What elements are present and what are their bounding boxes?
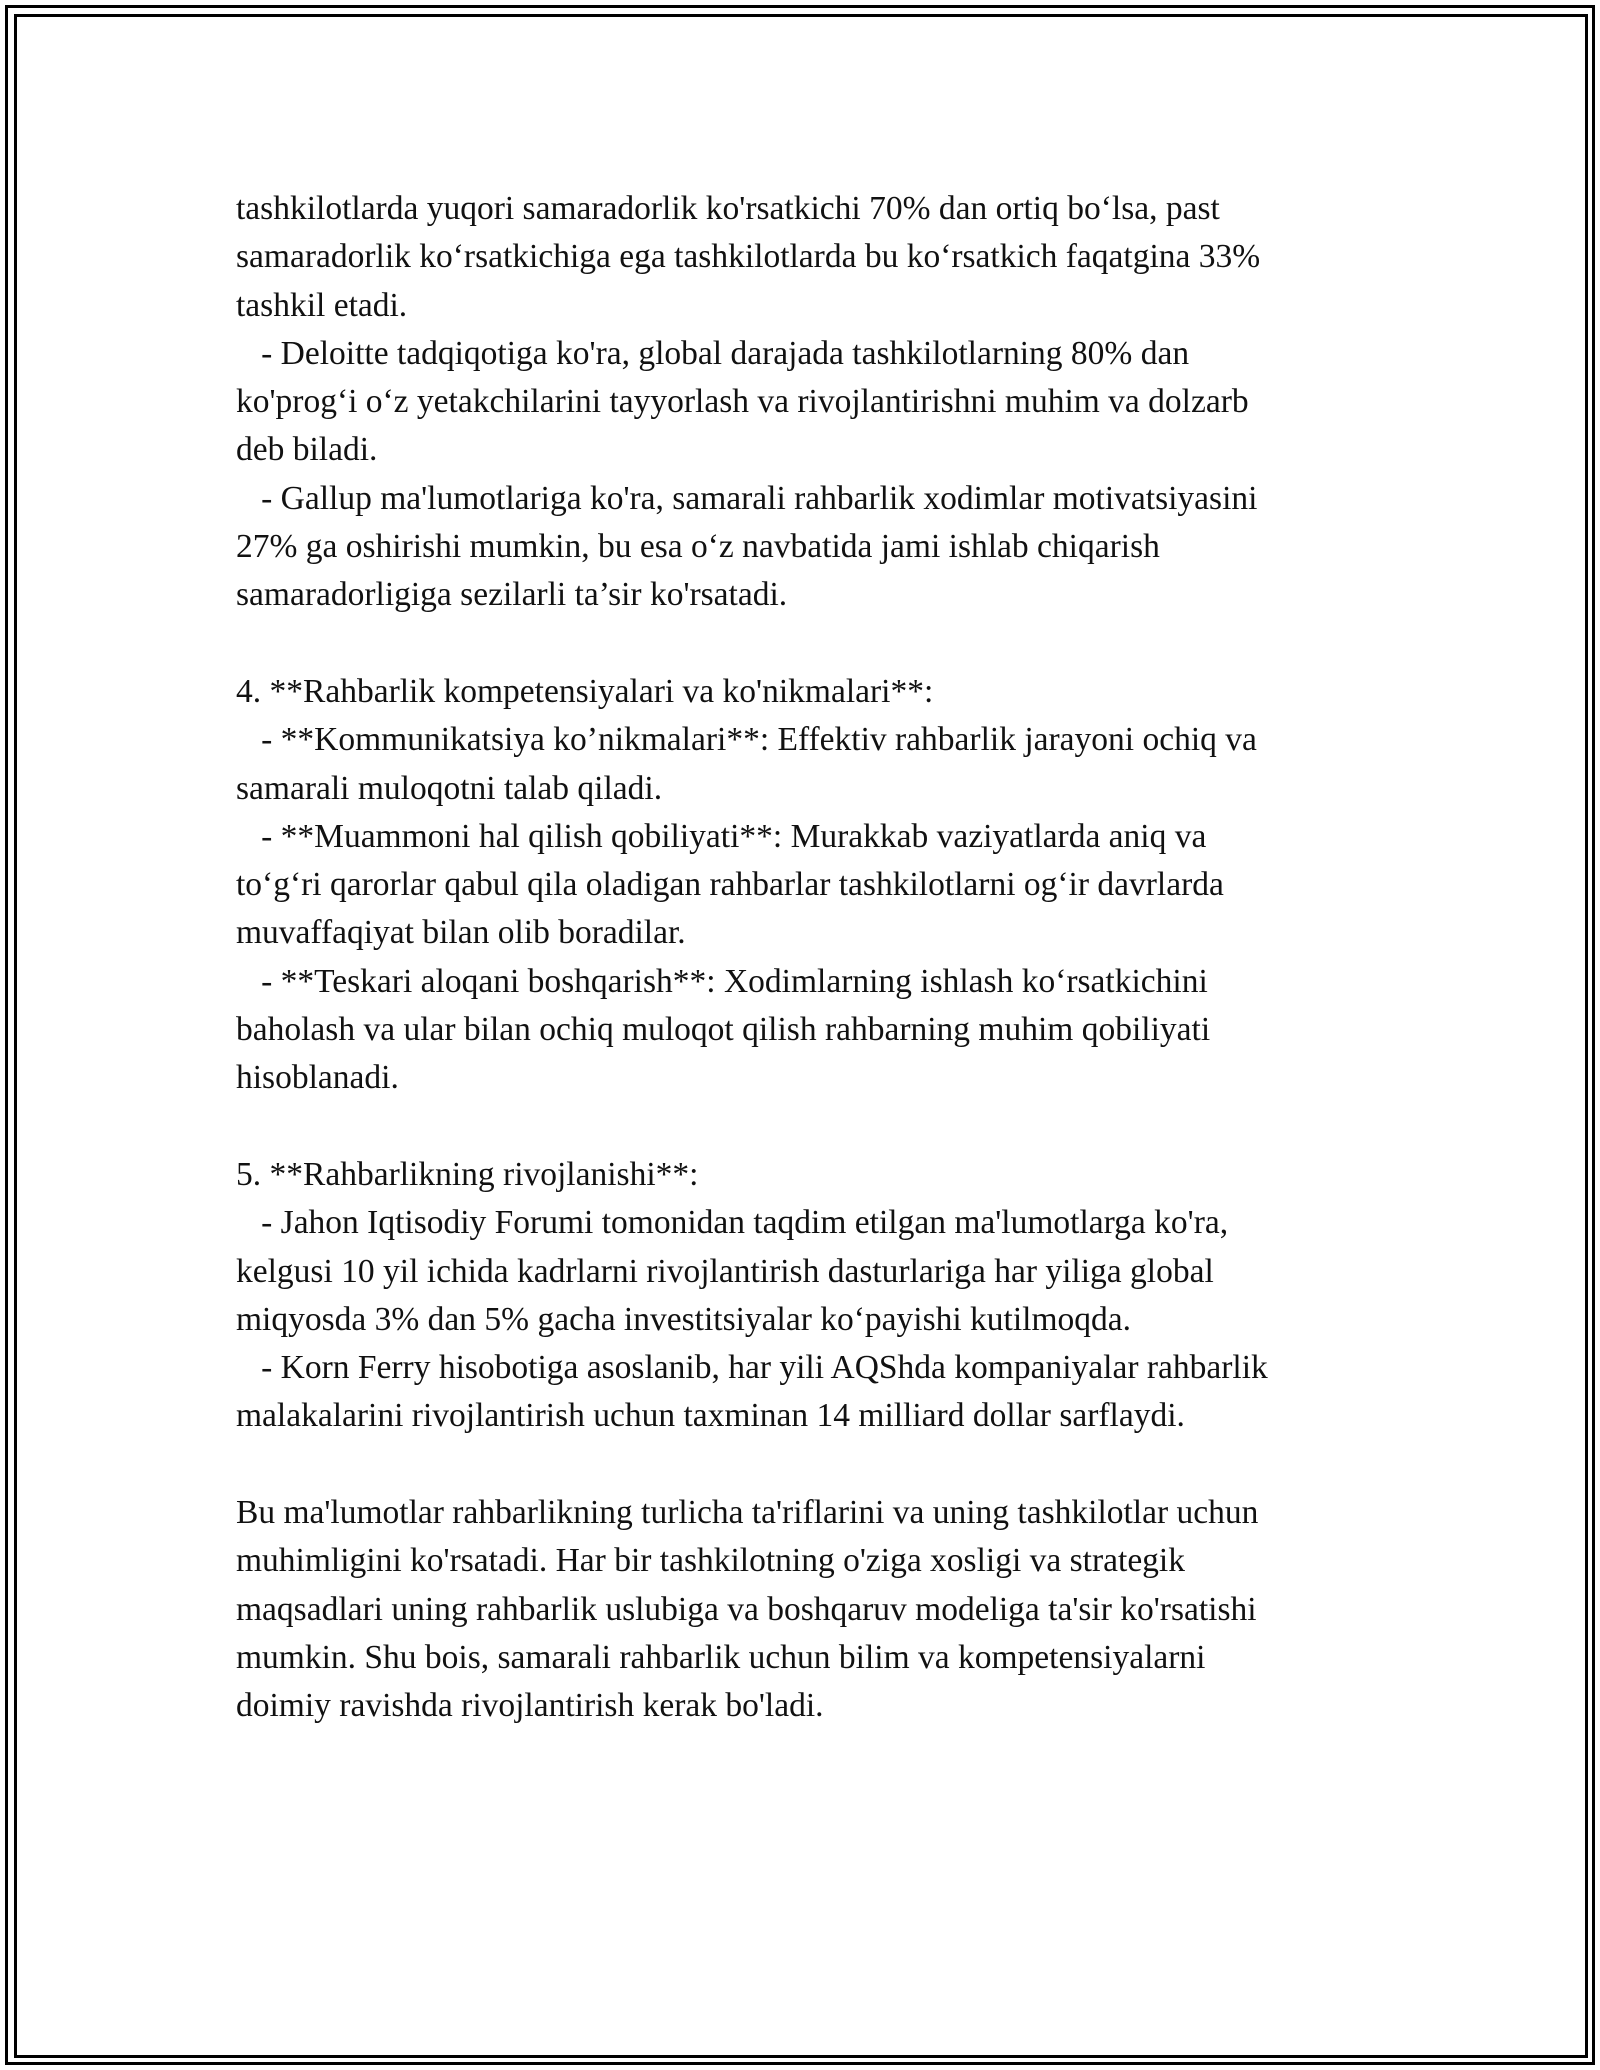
document-body	[236, 185, 1386, 1731]
list-item-gallup: - Gallup ma'lumotlariga ko'ra, samarali rahbarlik xodimlar motivatsiyasini	[236, 479, 1258, 517]
list-item-feedback: - **Teskari aloqani boshqarish**: Xodimlarning ishlash ko‘rsatkichini	[236, 962, 1208, 1000]
text-line: hisoblanadi.	[236, 1059, 399, 1097]
text-line: malakalarini rivojlantirish uchun taxminan 14 milliard dollar sarflaydi.	[236, 1397, 1185, 1435]
list-item-communication: - **Kommunikatsiya ko’nikmalari**: Effektiv rahbarlik jarayoni ochiq va	[236, 721, 1257, 759]
text-line: to‘g‘ri qarorlar qabul qila oladigan rahbarlar tashkilotlarni og‘ir davrlarda	[236, 866, 1224, 904]
text-line: kelgusi 10 yil ichida kadrlarni rivojlantirish dasturlariga har yiliga global	[236, 1252, 1214, 1290]
text-line: samaradorlik ko‘rsatkichiga ega tashkilotlarda bu ko‘rsatkich faqatgina 33%	[236, 238, 1261, 276]
conclusion-line: mumkin. Shu bois, samarali rahbarlik uchun bilim va kompetensiyalarni	[236, 1638, 1206, 1676]
conclusion-line: doimiy ravishda rivojlantirish kerak bo'ladi.	[236, 1687, 824, 1725]
text-line: baholash va ular bilan ochiq muloqot qilish rahbarning muhim qobiliyati	[236, 1011, 1211, 1049]
list-item-deloitte: - Deloitte tadqiqotiga ko'ra, global darajada tashkilotlarning 80% dan	[236, 334, 1190, 372]
text-line: tashkil etadi.	[236, 286, 408, 324]
text-line: miqyosda 3% dan 5% gacha investitsiyalar ko‘payishi kutilmoqda.	[236, 1300, 1132, 1338]
section-heading-5: 5. **Rahbarlikning rivojlanishi**:	[236, 1155, 699, 1193]
list-item-korn-ferry: - Korn Ferry hisobotiga asoslanib, har yili AQShda kompaniyalar rahbarlik	[236, 1349, 1268, 1387]
conclusion-line: Bu ma'lumotlar rahbarlikning turlicha ta'riflarini va uning tashkilotlar uchun	[236, 1494, 1259, 1532]
conclusion-line: muhimligini ko'rsatadi. Har bir tashkilotning o'ziga xosligi va strategik	[236, 1542, 1185, 1580]
list-item-wef: - Jahon Iqtisodiy Forumi tomonidan taqdim etilgan ma'lumotlarga ko'ra,	[236, 1204, 1229, 1242]
text-line: tashkilotlarda yuqori samaradorlik ko'rsatkichi 70% dan ortiq bo‘lsa, past	[236, 190, 1220, 227]
conclusion-line: maqsadlari uning rahbarlik uslubiga va boshqaruv modeliga ta'sir ko'rsatishi	[236, 1590, 1257, 1628]
text-line: samaradorligiga sezilarli ta’sir ko'rsatadi.	[236, 576, 788, 614]
text-line: 27% ga oshirishi mumkin, bu esa o‘z navbatida jami ishlab chiqarish	[236, 528, 1160, 566]
paragraph-gap	[236, 1441, 1386, 1489]
list-item-problem-solving: - **Muammoni hal qilish qobiliyati**: Murakkab vaziyatlarda aniq va	[236, 817, 1207, 855]
text-line: muvaffaqiyat bilan olib boradilar.	[236, 914, 686, 952]
text-line: ko'prog‘i o‘z yetakchilarini tayyorlash va rivojlantirishni muhim va dolzarb	[236, 383, 1249, 421]
paragraph-gap	[236, 1103, 1386, 1151]
section-heading-4: 4. **Rahbarlik kompetensiyalari va ko'nikmalari**:	[236, 672, 934, 710]
text-line: samarali muloqotni talab qiladi.	[236, 769, 663, 807]
text-line: deb biladi.	[236, 431, 378, 469]
paragraph-gap	[236, 620, 1386, 668]
